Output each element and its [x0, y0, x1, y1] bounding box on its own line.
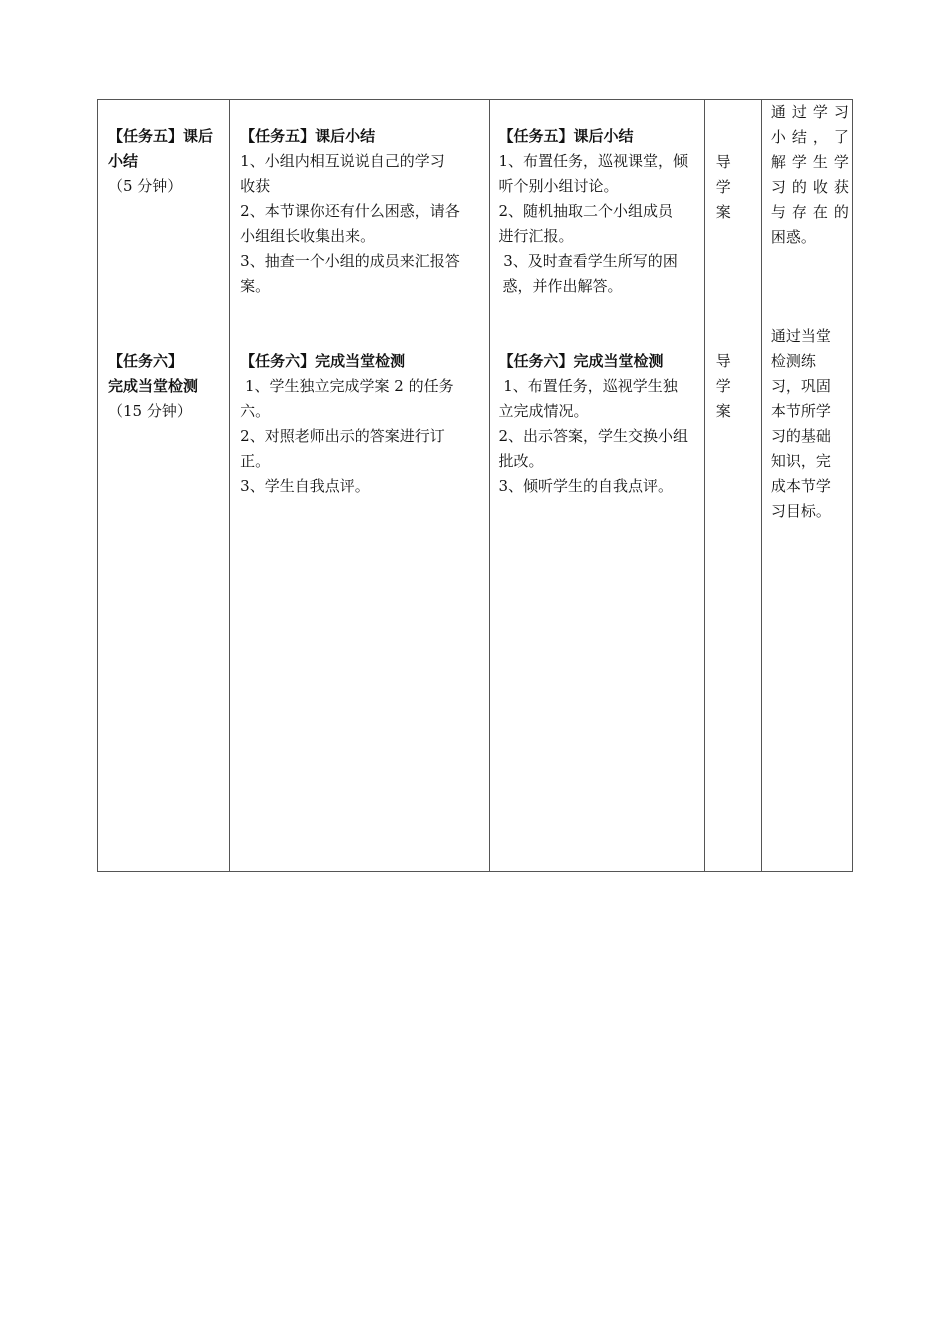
activity-line: 1、布置任务，巡视课堂，倾 — [498, 152, 689, 170]
activity-line: 2、出示答案，学生交换小组 — [498, 427, 689, 445]
method-task6 — [705, 349, 761, 424]
stage-label: 完成当堂检测 — [108, 377, 199, 395]
intent-line: 习目标。 — [770, 502, 831, 520]
activity-title: 【任务六】完成当堂检测 — [240, 352, 406, 370]
activity-title: 【任务五】课后小结 — [240, 127, 376, 145]
teacher-activity-cell — [489, 100, 704, 872]
activity-line: 立完成情况。 — [498, 402, 589, 420]
intent-line: 习，巩固 — [770, 377, 831, 395]
student-activity-task5 — [230, 124, 488, 299]
intent-line: 通过学习 — [770, 103, 855, 121]
activity-line: 惑，并作出解答。 — [502, 277, 623, 295]
intent-line: 习的基础 — [770, 427, 831, 445]
activity-line: 2、随机抽取二个小组成员 — [498, 202, 674, 220]
method-char: 学 — [715, 178, 731, 196]
student-activity-task6 — [230, 349, 488, 499]
stage-duration: （5 分钟） — [108, 177, 183, 195]
intent-line: 知识，完 — [770, 452, 831, 470]
lesson-plan-table — [97, 99, 853, 872]
activity-line: 3、学生自我点评。 — [240, 477, 370, 495]
intent-line: 小结，了 — [770, 128, 855, 146]
student-activity-cell — [230, 100, 489, 872]
stage-label: 【任务五】课后 — [108, 127, 214, 145]
activity-line: 收获 — [240, 177, 271, 195]
activity-line: 3、及时查看学生所写的困 — [498, 252, 678, 270]
activity-line: 3、抽查一个小组的成员来汇报答 — [240, 252, 460, 270]
intent-line: 解学生学 — [770, 153, 855, 171]
stage-label: 小结 — [108, 152, 139, 170]
table-row — [98, 100, 853, 872]
intent-task5 — [762, 100, 855, 250]
method-char: 导 — [715, 153, 731, 171]
activity-line: 2、本节课你还有什么困惑，请各 — [240, 202, 460, 220]
intent-task6 — [762, 324, 852, 524]
method-task5 — [705, 150, 761, 225]
design-intent-cell — [761, 100, 855, 872]
activity-line: 批改。 — [498, 452, 544, 470]
intent-line: 本节所学 — [770, 402, 831, 420]
activity-line: 1、学生独立完成学案 2 的任务 — [240, 377, 454, 395]
activity-line: 正。 — [240, 452, 271, 470]
method-char: 案 — [715, 203, 731, 221]
intent-line: 与存在的 — [770, 203, 855, 221]
activity-line: 1、布置任务，巡视学生独 — [498, 377, 678, 395]
intent-line: 成本节学 — [770, 477, 831, 495]
method-char: 学 — [715, 377, 731, 395]
teacher-activity-task5 — [490, 124, 704, 299]
activity-line: 3、倾听学生的自我点评。 — [498, 477, 674, 495]
activity-line: 1、小组内相互说说自己的学习 — [240, 152, 445, 170]
activity-line: 进行汇报。 — [498, 227, 574, 245]
method-char: 导 — [715, 352, 731, 370]
method-char: 案 — [715, 402, 731, 420]
intent-line: 习的收获 — [770, 178, 855, 196]
intent-line: 检测练 — [770, 352, 816, 370]
method-cell — [704, 100, 761, 872]
stage-task6 — [98, 349, 229, 424]
activity-line: 2、对照老师出示的答案进行订 — [240, 427, 445, 445]
activity-line: 小组组长收集出来。 — [240, 227, 376, 245]
intent-line: 通过当堂 — [770, 327, 831, 345]
activity-title: 【任务五】课后小结 — [498, 127, 634, 145]
activity-line: 听个别小组讨论。 — [498, 177, 619, 195]
intent-line: 困惑。 — [770, 228, 816, 246]
activity-title: 【任务六】完成当堂检测 — [498, 352, 664, 370]
stage-duration: （15 分钟） — [108, 402, 192, 420]
stage-label: 【任务六】 — [108, 352, 184, 370]
stage-task5 — [98, 124, 229, 199]
stage-cell — [98, 100, 230, 872]
activity-line: 案。 — [240, 277, 271, 295]
teacher-activity-task6 — [490, 349, 704, 499]
activity-line: 六。 — [240, 402, 271, 420]
